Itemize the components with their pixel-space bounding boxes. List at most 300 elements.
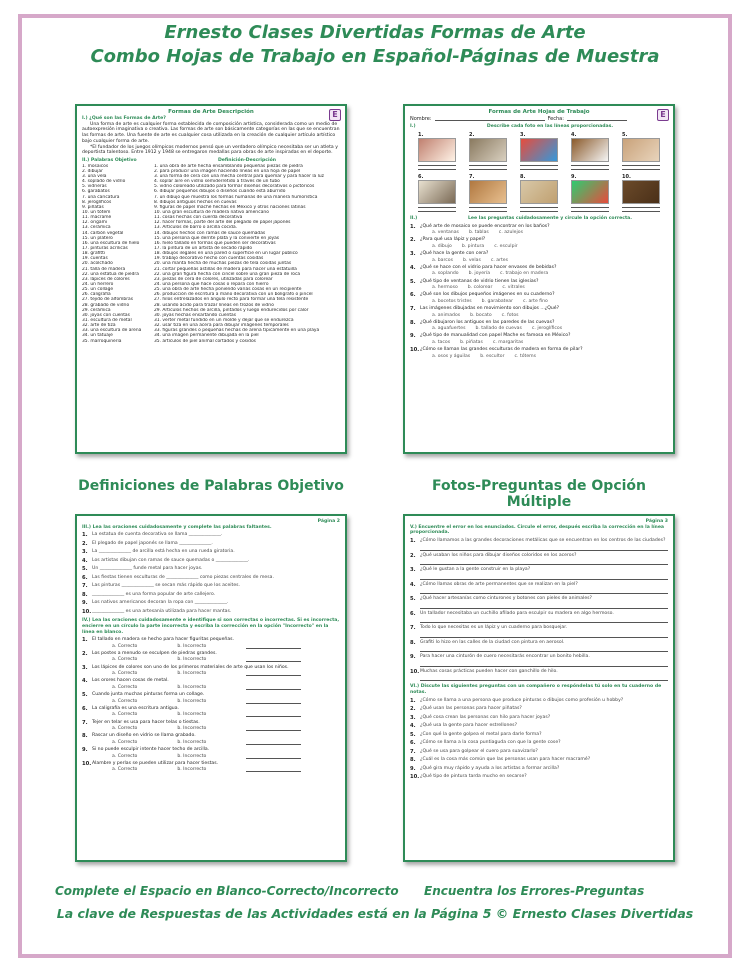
- error-sentence: ¿Qué usaban los niños para dibujar diseños coloridos en los aceros?: [420, 552, 577, 558]
- mc-option[interactable]: a. osos y águilas: [432, 353, 471, 359]
- fecha-label: Fecha:: [547, 115, 564, 122]
- fecha-field[interactable]: [567, 116, 627, 121]
- question-number: 10.: [82, 608, 92, 615]
- tf-options: [82, 767, 340, 773]
- vocab-definition: 24. una persona que hace cosas o repara con hierro: [154, 281, 269, 287]
- question-number: 9.: [82, 747, 88, 754]
- mc-options: [410, 258, 668, 264]
- correcto-option[interactable]: a. Correcto: [112, 767, 138, 773]
- multiple-choice-list: [410, 224, 668, 360]
- error-item: [410, 640, 668, 653]
- error-item: [410, 669, 668, 682]
- fill-sentence: Un ______________ funde metal para hacer joyas.: [92, 566, 203, 572]
- vocab-definition: 22. una gran figura hecha con cincel sobre una gran pieza de roca: [154, 271, 301, 277]
- mc-option[interactable]: c. jeroglíficos: [531, 326, 563, 332]
- words-column: [82, 164, 154, 344]
- tf-item: [82, 692, 340, 704]
- answer-line[interactable]: [420, 574, 668, 580]
- error-sentence: Muchas cosas prácticas pueden hacer con ganchillo de hilo.: [420, 668, 558, 674]
- vocab-word: 31. escultura de metal: [82, 317, 132, 323]
- vocab-word: 26. caligrafía: [82, 292, 111, 298]
- vocab-word: 17. pinturas acrílicas: [82, 246, 128, 251]
- footer-right: Encuentra los Errores-Preguntas: [424, 884, 645, 898]
- discussion-question: ¿Cómo se llama a una persona que produce pinturas o dibujos como profesión u hobby?: [420, 697, 624, 703]
- question-number: 10.: [82, 760, 92, 767]
- mc-option[interactable]: b. tallado de cuevas: [475, 326, 522, 332]
- photo-item: [520, 132, 558, 170]
- logo-icon: E: [329, 109, 341, 121]
- answer-line[interactable]: [418, 166, 456, 170]
- fill-item: [82, 549, 340, 556]
- vocab-definition: 9. figuras de papel maché hechas en México y otros naciones latinas: [154, 204, 306, 210]
- photo-number: 5.: [622, 131, 628, 138]
- photo-item: [418, 174, 456, 212]
- mc-option[interactable]: a. barcos: [432, 257, 453, 263]
- mc-question: [410, 320, 668, 332]
- mc-question: [410, 265, 668, 277]
- mc-option[interactable]: a. animados: [432, 312, 461, 318]
- vocab-definition: 32. usar tiza en una acera para dibujar imágenes temporales: [154, 323, 289, 329]
- tf-statement: Si no puede esculpir intente hacer techo de arcilla.: [92, 747, 210, 753]
- error-sentence: ¿Cómo llamamos a las grandes decoraciones metálicas que se encuentran en los centros de las ciudades?: [420, 538, 666, 544]
- mc-option[interactable]: a. ventanas: [432, 230, 459, 236]
- correcto-option[interactable]: a. Correcto: [112, 698, 138, 704]
- photo-grid: [410, 130, 668, 215]
- mc-question: [410, 292, 668, 304]
- answer-line[interactable]: [246, 767, 301, 772]
- photo-number: 6.: [418, 174, 424, 181]
- error-item: [410, 596, 668, 609]
- page-number: Página 3: [645, 519, 668, 524]
- question-number: 4.: [82, 678, 88, 685]
- question-number: 7.: [82, 719, 88, 726]
- vocab-definition: 13. Artículos de barro o arcilla cocida.: [154, 225, 238, 231]
- vocab-definition: 27. hilos entrelazados en ángulo recto para formar una tela resistente: [154, 297, 309, 303]
- photo-image: [469, 180, 507, 204]
- vocab-definition: 16. hielo tallado en formas que pueden ser decorativas: [154, 240, 276, 246]
- answer-line[interactable]: [420, 559, 668, 565]
- photo-item: [622, 174, 660, 212]
- mc-option[interactable]: c. arte fino: [523, 298, 548, 304]
- tf-statement: Los postes a menudo se esculpen de piedras grandes.: [92, 650, 217, 656]
- vocab-definition: 33. figuras grandes o pequeñas hechas de arena típicamente en una playa: [154, 328, 320, 334]
- mc-options: [410, 340, 668, 346]
- answer-line[interactable]: [246, 726, 301, 731]
- page-descripcion: [75, 104, 347, 454]
- fill-sentence: Los artistas dibujan con ramas de sauce quemadas o ______________.: [92, 557, 250, 563]
- question-number: 9.: [410, 654, 416, 661]
- mc-option[interactable]: b. garabatear: [481, 298, 514, 304]
- fill-item: [82, 583, 340, 590]
- fill-sentence: Las pinturas ______________ se secan más rápido que los aceites.: [92, 583, 241, 589]
- tf-options: [82, 754, 340, 760]
- logo-icon: E: [657, 109, 669, 121]
- vocab-definition: 31. verter metal fundido en un molde y dejar que se endurezca: [154, 317, 294, 323]
- question-number: 1.: [82, 637, 88, 644]
- mc-options: [410, 326, 668, 332]
- incorrecto-option[interactable]: b. Incorrecto: [177, 753, 207, 759]
- fill-sentence: La estatua de cuenta decorativa se llama ______________.: [92, 532, 223, 538]
- error-sentence: ¿Qué hacer artesanías como cinturones y botones con pieles de animales?: [420, 596, 592, 602]
- vocab-word: 19. cuentas: [82, 256, 108, 262]
- vocab-word: 18. grafitti: [82, 251, 106, 257]
- question-number: 5.: [82, 566, 88, 573]
- question-text: ¿Qué hace la gente con cera?: [420, 251, 489, 257]
- vocab-definition: 35. artículos de piel animal cortados y cosidos: [154, 338, 256, 344]
- fill-item: [82, 609, 340, 616]
- mc-options: [410, 354, 668, 360]
- page-3-worksheet: [403, 514, 675, 862]
- vocab-definition: 11. cosas hechas con cuerda decorativa: [154, 215, 243, 221]
- question-number: 6.: [410, 610, 416, 617]
- mc-option[interactable]: c. fotos: [501, 312, 519, 318]
- vocab-definition: 15. una persona que derrite plata y la convierte en joyas: [154, 235, 280, 241]
- answer-line[interactable]: [420, 675, 668, 681]
- question-text: ¿Qué tipo de manualidad con papel Mache es famosa en México?: [420, 333, 571, 339]
- fill-item: [82, 532, 340, 539]
- mc-option[interactable]: b. bocato: [470, 312, 492, 318]
- answer-line[interactable]: [420, 661, 668, 667]
- vocab-definition: 17. la pintura de un artista de secado rápido: [154, 246, 253, 251]
- question-text: ¿Cómo se llaman las grandes esculturas de madera en forma de pilar?: [420, 347, 583, 353]
- photo-number: 7.: [469, 174, 475, 181]
- question-number: 7.: [82, 583, 88, 590]
- error-item: [410, 625, 668, 638]
- error-sentence: Un tallador necesitaba un cuchillo afilado para esculpir su madera en algo hermoso.: [420, 610, 614, 616]
- incorrecto-option[interactable]: b. Incorrecto: [177, 712, 207, 718]
- vocab-word: 25. un collage: [82, 287, 114, 293]
- mc-option[interactable]: c. vitrales: [502, 285, 525, 291]
- mc-option[interactable]: b. colorear: [467, 285, 493, 291]
- answer-line[interactable]: [420, 603, 668, 609]
- photo-number: 9.: [571, 174, 577, 181]
- answer-line[interactable]: [469, 166, 507, 170]
- mc-options: [410, 285, 668, 291]
- question-number: 5.: [410, 596, 416, 603]
- answer-line[interactable]: [246, 754, 301, 759]
- tf-item: [82, 637, 340, 649]
- vocab-definition: 19. trabajo decorativo hecho con cuentas cosidas: [154, 256, 264, 262]
- answer-line[interactable]: [571, 166, 609, 170]
- vocab-word: 32. arte de tiza: [82, 323, 116, 329]
- photo-image: [622, 138, 660, 162]
- vocab-definition: 18. dibujos ilegales en una pared o superficie en un lugar público: [154, 251, 298, 257]
- question-number: 2.: [410, 552, 416, 559]
- answer-line[interactable]: [469, 208, 507, 212]
- question-number: 2.: [410, 706, 416, 713]
- mc-option[interactable]: a. aguafuertes: [432, 326, 466, 332]
- tf-options: [82, 657, 340, 663]
- incorrecto-option[interactable]: b. Incorrecto: [177, 684, 207, 690]
- section-heading: V.) Encuentre el error en los enunciados. Circule el error, después escriba la corrección en la línea proporcionada.: [410, 524, 665, 536]
- correcto-option[interactable]: a. Correcto: [112, 684, 138, 690]
- discussion-item: [410, 740, 668, 747]
- error-sentence: Grafiti lo hizo en las calles de la ciudad con pintura en aerosol.: [420, 639, 565, 645]
- question-number: 1.: [82, 532, 88, 539]
- photo-item: [418, 132, 456, 170]
- mc-options: [410, 299, 668, 305]
- vocab-word: 14. carbón vegetal: [82, 230, 124, 236]
- vocab-word: 4. soplado de vidrio: [82, 179, 126, 185]
- error-item: [410, 611, 668, 624]
- vocab-definition: 23. piezas de cera de colores, utilizadas para colorear: [154, 276, 273, 282]
- correcto-option[interactable]: a. Correcto: [112, 712, 138, 718]
- mc-option[interactable]: b. piñatas: [460, 339, 483, 345]
- photo-number: 4.: [571, 131, 577, 138]
- true-false-list: [82, 637, 340, 773]
- answer-line[interactable]: [246, 685, 301, 690]
- tf-item: [82, 678, 340, 690]
- question-text: ¿Qué son los dibujos pequeños imágenes en su cuaderno?: [420, 292, 555, 298]
- photo-number: 3.: [520, 131, 526, 138]
- answer-line[interactable]: [246, 671, 301, 676]
- question-text: ¿Para qué usa lápiz y papel?: [420, 237, 486, 243]
- error-sentence: Todo lo que necesitas es un lápiz y un cuaderno para bosquejar.: [420, 625, 568, 631]
- correcto-option[interactable]: a. Correcto: [112, 643, 138, 649]
- discussion-question: ¿Qué cosa crean las personas con hilo para hacer joyas?: [420, 714, 551, 720]
- question-text: ¿Qué dibujaron los antiguos en las paredes de las cuevas?: [420, 319, 555, 325]
- vocab-definition: 26. producción de escritura a mano decorativa con un bolígrafo o pincel: [154, 292, 313, 298]
- fill-item: [82, 592, 340, 599]
- answer-line[interactable]: [420, 646, 668, 652]
- tf-statement: Tejer en telar es usa para hacer telas o tiestas.: [92, 719, 200, 725]
- tf-options: [82, 685, 340, 691]
- photo-image: [520, 180, 558, 204]
- incorrecto-option[interactable]: b. Incorrecto: [177, 698, 207, 704]
- correcto-option[interactable]: a. Correcto: [112, 753, 138, 759]
- vocab-definition: 28. usando ácido para trazar líneas en trozos de vidrio: [154, 302, 274, 308]
- tf-options: [82, 671, 340, 677]
- incorrecto-option[interactable]: b. Incorrecto: [177, 671, 207, 677]
- tf-options: [82, 726, 340, 732]
- error-sentence: ¿Qué le gustan a la gente construir en la playa?: [420, 567, 531, 573]
- vocab-word: 1. mosaicos: [82, 163, 109, 169]
- header-title: Ernesto Clases Divertidas Formas de Arte: [164, 22, 586, 43]
- answer-line[interactable]: [520, 166, 558, 170]
- fill-item: [82, 558, 340, 565]
- discussion-item: [410, 774, 668, 781]
- vocab-word: 24. un herrero: [82, 281, 114, 287]
- answer-line[interactable]: [420, 617, 668, 623]
- photo-image: [571, 138, 609, 162]
- mc-option[interactable]: c. azulejos: [498, 230, 523, 236]
- vocab-word: 9. piñatas: [82, 204, 104, 210]
- fill-item: [82, 575, 340, 582]
- question-number: 9.: [82, 600, 88, 607]
- correcto-option[interactable]: a. Correcto: [112, 739, 138, 745]
- tf-statement: Alambre y perlas se pueden utilizar para hacer tiestas.: [92, 760, 219, 766]
- nombre-field[interactable]: [435, 116, 545, 121]
- mc-question: [410, 347, 668, 359]
- question-number: 5.: [410, 731, 416, 738]
- correcto-option[interactable]: a. Correcto: [112, 671, 138, 677]
- vocab-table: [82, 164, 340, 344]
- section-heading: VI.) Discute las siguientes preguntas con un compañero o respóndelas tú solo en tu cuaderno de notas.: [410, 684, 662, 695]
- mc-option[interactable]: c. trabajo en madera: [500, 271, 549, 277]
- answer-line[interactable]: [246, 657, 301, 662]
- discussion-question: ¿Qué gira muy rápido y ayuda a los artistas a formar arcilla?: [420, 765, 560, 771]
- header-subtitle: Combo Hojas de Trabajo en Español-Páginas de Muestra: [90, 46, 660, 67]
- vocab-word: 20. acolchado: [82, 261, 113, 267]
- answer-line[interactable]: [622, 166, 660, 170]
- mc-options: [410, 313, 668, 319]
- incorrecto-option[interactable]: b. Incorrecto: [177, 739, 207, 745]
- mc-option[interactable]: c. artes: [490, 257, 509, 263]
- answer-line[interactable]: [246, 644, 301, 649]
- incorrecto-option[interactable]: b. Incorrecto: [177, 767, 207, 773]
- fill-sentence: Las fiestas tienen esculturas de ______________ como piezas centrales de mesa.: [92, 574, 274, 580]
- question-number: 3.: [82, 664, 88, 671]
- column-header-defs: Definición-Descripción: [217, 158, 277, 164]
- vocab-word: 6. garabatos: [82, 189, 110, 195]
- mc-option[interactable]: c. tótems: [514, 353, 537, 359]
- mc-question: [410, 279, 668, 291]
- error-sentence: Para hacer una cinturón de cuero necesitarás encontrar un bonito hebilla.: [420, 654, 590, 660]
- question-text: Las imágenes dibujadas en movimiento son dibujos ...¿Qué?: [420, 306, 560, 311]
- vocab-definition: 4. soplar aire en vidrio semiderretido a través de un tubo: [154, 179, 280, 185]
- fill-sentence: La ______________ de arcilla está hecha en una rueda giratoria.: [92, 549, 235, 555]
- question-number: 2.: [410, 237, 416, 244]
- mc-options: [410, 271, 668, 277]
- question-number: 8.: [410, 319, 416, 326]
- answer-line[interactable]: [246, 712, 301, 717]
- vocab-definition: 21. cortar pequeñas astillas de madera para hacer una estatuilla: [154, 266, 297, 272]
- nombre-label: Nombre:: [410, 115, 432, 122]
- mc-option[interactable]: c. esculpir: [494, 243, 518, 249]
- mc-option[interactable]: a. dibujo: [432, 243, 452, 249]
- question-number: 1.: [410, 697, 416, 704]
- discussion-item: [410, 757, 668, 764]
- section-heading: Describe cada foto en las líneas proporcionadas.: [486, 124, 614, 130]
- mc-option[interactable]: a. soplando: [432, 271, 459, 277]
- error-row: [410, 538, 668, 545]
- discussion-question: ¿Cuál es la cosa más común que las personas usan para hacer macramé?: [420, 757, 591, 763]
- vocab-word: 3. una vela: [82, 174, 107, 180]
- tf-item: [82, 733, 340, 745]
- error-item: [410, 553, 668, 566]
- discussion-question: ¿Con qué la gente golpea el metal para darle forma?: [420, 731, 542, 737]
- answer-line[interactable]: [420, 588, 668, 594]
- tf-options: [82, 644, 340, 650]
- discussion-question: ¿Cómo se llama a la cosa puntiaguda con que la gente cose?: [420, 740, 561, 746]
- question-number: 6.: [82, 574, 88, 581]
- error-item: [410, 538, 668, 551]
- page-number: Página 2: [317, 519, 340, 524]
- answer-line[interactable]: [622, 208, 660, 212]
- mc-question: [410, 333, 668, 345]
- footer-bottom: La clave de Respuestas de las Actividades está en la Página 5 © Ernesto Clases Divertidas: [56, 906, 694, 921]
- question-number: 4.: [410, 264, 416, 271]
- incorrecto-option[interactable]: b. Incorrecto: [177, 643, 207, 649]
- mc-option[interactable]: b. joyería: [468, 271, 491, 277]
- mc-question: [410, 224, 668, 236]
- error-sentence: ¿Cómo llamas obras de arte permanentes que se realizan en la piel?: [420, 581, 578, 587]
- tf-statement: Los orores hacen cosas de metal.: [92, 678, 169, 684]
- mc-option[interactable]: c. margaritas: [492, 339, 524, 345]
- answer-line[interactable]: [418, 208, 456, 212]
- vocab-definition: 20. una manta hecha de muchas piezas de tela cosidas juntas: [154, 261, 292, 267]
- photo-item: [520, 174, 558, 212]
- mc-option[interactable]: b. tablas: [468, 230, 489, 236]
- vocab-definition: 1. una obra de arte hecha ensamblando pequeñas piezas de piedra: [154, 163, 303, 169]
- error-item: [410, 582, 668, 595]
- vocab-word: 30. joyas con cuentas: [82, 312, 130, 318]
- column-header-words: II.) Palabras Objetivo: [82, 158, 137, 164]
- question-number: 6.: [410, 740, 416, 747]
- photo-item: [622, 132, 660, 170]
- vocab-word: 10. un tótem: [82, 210, 111, 216]
- photo-number: 10.: [622, 174, 631, 181]
- vocab-word: 34. un tatuaje: [82, 333, 113, 339]
- question-number: 1.: [410, 223, 416, 230]
- tf-item: [82, 665, 340, 677]
- vocab-word: 22. una estatua de piedra: [82, 271, 139, 277]
- question-number: 9.: [410, 333, 416, 340]
- mc-option[interactable]: a. tacos: [432, 339, 451, 345]
- answer-line[interactable]: [246, 699, 301, 704]
- tf-item: [82, 720, 340, 732]
- vocab-word: 13. cerámica: [82, 225, 111, 231]
- answer-line[interactable]: [246, 740, 301, 745]
- mc-option[interactable]: b. pintura: [461, 243, 485, 249]
- discussion-item: [410, 715, 668, 722]
- mc-option[interactable]: b. escultor: [480, 353, 505, 359]
- tf-statement: La caligrafía es una escritura antigua.: [92, 705, 179, 711]
- correcto-option[interactable]: a. Correcto: [112, 726, 138, 732]
- question-number: 10.: [410, 774, 420, 781]
- answer-line[interactable]: [420, 632, 668, 638]
- question-number: 8.: [82, 591, 88, 598]
- question-number: 4.: [410, 581, 416, 588]
- vocab-word: 7. una caricatura: [82, 194, 120, 200]
- section-heading: I.) ¿Qué son las Formas de Arte?: [82, 115, 166, 121]
- fill-item: [82, 566, 340, 573]
- vocab-definition: 29. Artículos hechos de arcilla, pintados y luego endurecidos por calor: [154, 307, 309, 313]
- vocab-word: 35. marroquinería: [82, 338, 122, 344]
- answer-line[interactable]: [520, 208, 558, 212]
- vocab-definition: 7. un dibujo que muestra los formas humanas de una manera humorística: [154, 194, 318, 200]
- error-item: [410, 654, 668, 667]
- vocab-word: 21. talla de madera: [82, 266, 126, 272]
- vocab-definition: 14. dibujos hechos con ramas de sauce quemadas: [154, 230, 266, 236]
- mc-option[interactable]: a. hermoso: [432, 285, 458, 291]
- discussion-item: [410, 723, 668, 730]
- photo-image: [469, 138, 507, 162]
- discussion-question: ¿Qué usan las personas para hacer piñatas?: [420, 706, 522, 712]
- incorrecto-option[interactable]: b. Incorrecto: [177, 657, 207, 663]
- discussion-question: ¿Qué tipo de pintura tarda mucho en secarse?: [420, 774, 527, 780]
- mc-option[interactable]: a. bocetos tristes: [432, 298, 472, 304]
- discussion-item: [410, 749, 668, 756]
- page-title: Formas de Arte Descripción: [168, 109, 254, 115]
- paragraph: Una forma de arte es cualquier forma establecida de composición artística, considerada como un medio de autoexpresión imaginativa o creativa. Las formas de arte son básicamente categorías en las que se encuentran las formas de arte. Una fuente de arte es cualquier cosa utilizada en la creación de cualquier artículo artístico bajo cualquier forma de arte.: [82, 121, 340, 144]
- correcto-option[interactable]: a. Correcto: [112, 657, 138, 663]
- mc-question: [410, 237, 668, 249]
- answer-line[interactable]: [420, 545, 668, 551]
- mc-option[interactable]: b. velas: [462, 257, 481, 263]
- vocab-definition: 6. dibujar pequeños dibujos o diseños cuando está aburrido: [154, 189, 286, 195]
- vocab-word: 29. cerámica: [82, 307, 111, 313]
- photo-image: [571, 180, 609, 204]
- answer-line[interactable]: [571, 208, 609, 212]
- photo-item: [469, 174, 507, 212]
- question-number: 4.: [82, 557, 88, 564]
- question-number: 3.: [82, 549, 88, 556]
- question-number: 8.: [410, 639, 416, 646]
- question-number: 10.: [410, 668, 420, 675]
- incorrecto-option[interactable]: b. Incorrecto: [177, 726, 207, 732]
- tf-item: [82, 706, 340, 718]
